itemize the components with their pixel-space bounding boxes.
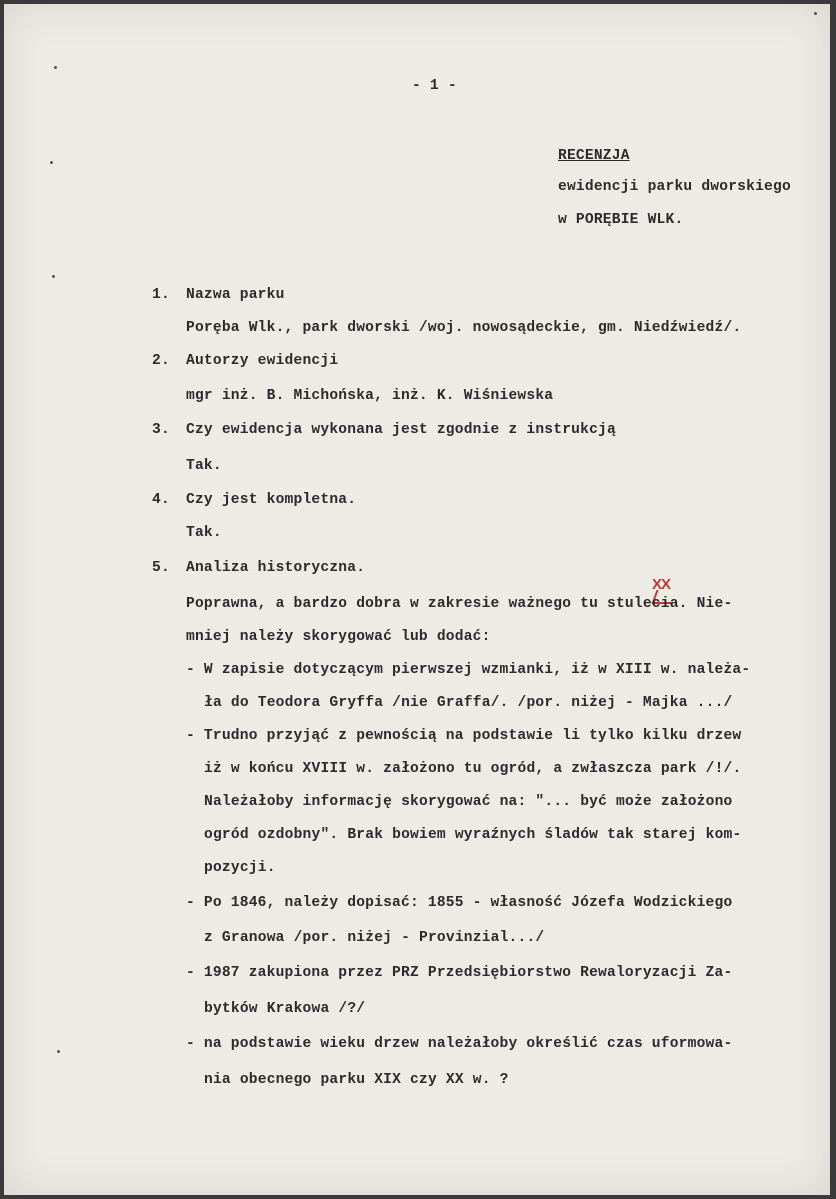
item-text: - Po 1846, należy dopisać: 1855 - własność Józefa Wodzickiego [186,895,733,911]
scan-speck [52,275,55,278]
item-heading: Nazwa parku [186,287,285,303]
item-number: 1. [152,287,170,303]
item-text: - na podstawie wieku drzew należałoby określić czas uformowa- [186,1036,733,1052]
item-heading: Analiza historyczna. [186,560,366,576]
item-text: pozycji. [204,860,276,876]
item-text: Tak. [186,525,222,541]
document-subtitle-line-1: ewidencji parku dworskiego [558,179,791,195]
document-subtitle-line-2: w PORĘBIE WLK. [558,212,684,228]
item-heading: Autorzy ewidencji [186,353,339,369]
item-text: mniej należy skorygować lub dodać: [186,629,491,645]
item-number: 2. [152,353,170,369]
item-text: bytków Krakowa /?/ [204,1001,366,1017]
handwritten-margin-note: XX [652,576,671,593]
page-number: - 1 - [412,78,457,94]
item-number: 5. [152,560,170,576]
scan-speck [814,12,817,15]
item-text: nia obecnego parku XIX czy XX w. ? [204,1072,509,1088]
item-text: Należałoby informację skorygować na: "... być może założono [204,794,733,810]
item-number: 4. [152,492,170,508]
item-text: Tak. [186,458,222,474]
scan-speck [54,66,57,69]
item-text: iż w końcu XVIII w. założono tu ogród, a zwłaszcza park /!/. [204,761,742,777]
item-text: - Trudno przyjąć z pewnością na podstawie li tylko kilku drzew [186,728,742,744]
item-text: Poprawna, a bardzo dobra w zakresie ważnego tu stulecia. Nie- [186,596,733,612]
item-text: ogród ozdobny". Brak bowiem wyraźnych śladów tak starej kom- [204,827,742,843]
item-text: mgr inż. B. Michońska, inż. K. Wiśniewska [186,388,554,404]
item-text: - 1987 zakupiona przez PRZ Przedsiębiorstwo Rewaloryzacji Za- [186,965,733,981]
scan-speck [57,1050,60,1053]
item-heading: Czy jest kompletna. [186,492,357,508]
item-text: ła do Teodora Gryffa /nie Graffa/. /por. niżej - Majka .../ [204,695,733,711]
scan-speck [50,161,53,164]
item-text: z Granowa /por. niżej - Provinzial.../ [204,930,545,946]
item-number: 3. [152,422,170,438]
item-heading: Czy ewidencja wykonana jest zgodnie z instrukcją [186,422,616,438]
item-text: - W zapisie dotyczącym pierwszej wzmianki, iż w XIII w. należa- [186,662,751,678]
item-text: Poręba Wlk., park dworski /woj. nowosądeckie, gm. Niedźwiedź/. [186,320,742,336]
document-page [4,4,830,1195]
document-title: RECENZJA [558,148,630,164]
